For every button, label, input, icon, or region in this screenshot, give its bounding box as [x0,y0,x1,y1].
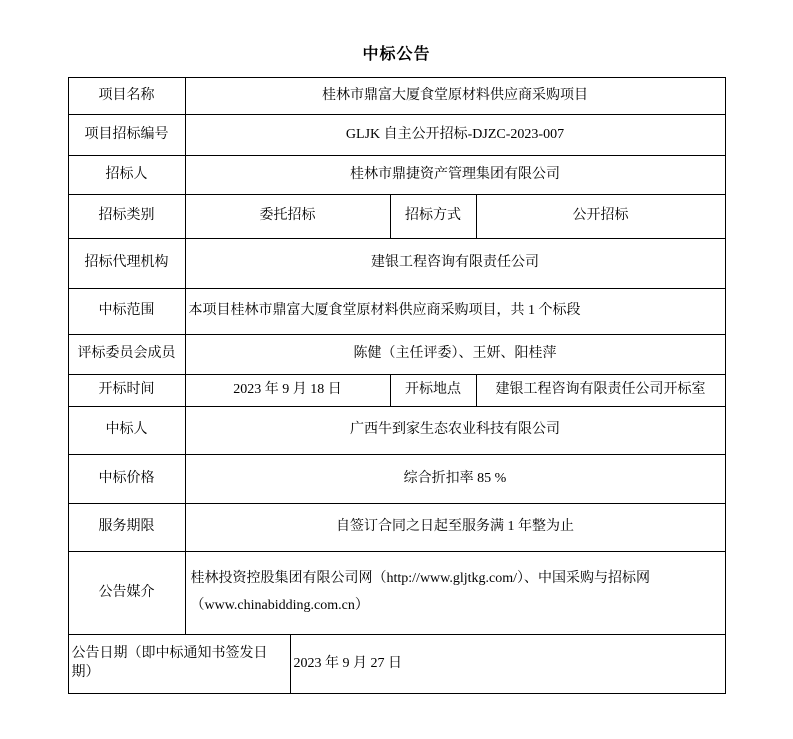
table-row [68,115,725,156]
winner-label: 中标人 [68,407,185,455]
announce-date-value: 2023 年 9 月 27 日 [290,635,725,694]
bid-opening-place-value: 建银工程咨询有限责任公司开标室 [476,375,725,407]
media-value [185,552,725,635]
bid-opening-time-value: 2023 年 9 月 18 日 [185,375,390,407]
table-row [68,289,725,335]
tender-category-value: 委托招标 [185,195,390,239]
price-value: 综合折扣率 85 % [185,455,725,504]
service-period-value: 自签订合同之日起至服务满 1 年整为止 [185,504,725,552]
tenderer-value: 桂林市鼎捷资产管理集团有限公司 [185,156,725,195]
tender-method-value: 公开招标 [476,195,725,239]
media-label: 公告媒介 [68,552,185,635]
service-period-label: 服务期限 [68,504,185,552]
tender-number-label: 项目招标编号 [68,115,185,156]
media-line-2: （www.chinabidding.com.cn） [190,598,369,613]
announce-date-label: 公告日期（即中标通知书签发日期） [68,635,290,694]
scope-label: 中标范围 [68,289,185,335]
project-name-label: 项目名称 [68,78,185,115]
table-row [68,78,725,115]
tender-method-label: 招标方式 [390,195,476,239]
winner-value: 广西牛到家生态农业科技有限公司 [185,407,725,455]
announcement-table [68,77,726,694]
bid-opening-place-label: 开标地点 [390,375,476,407]
scope-value: 本项目桂林市鼎富大厦食堂原材料供应商采购项目，共 1 个标段 [185,289,725,335]
table-row [68,407,725,455]
project-name-value: 桂林市鼎富大厦食堂原材料供应商采购项目 [185,78,725,115]
table-row [68,375,725,407]
tender-category-label: 招标类别 [68,195,185,239]
table-row [68,504,725,552]
media-line-1: 桂林投资控股集团有限公司网（http://www.gljtkg.com/）、中国采购与招标网 [190,571,651,587]
price-label: 中标价格 [68,455,185,504]
table-row [68,195,725,239]
bid-opening-time-label: 开标时间 [68,375,185,407]
table-row [68,635,725,694]
agency-label: 招标代理机构 [68,239,185,289]
committee-value: 陈健（主任评委）、王妍、阳桂萍 [185,335,725,375]
committee-label: 评标委员会成员 [68,335,185,375]
page-title: 中标公告 [362,46,431,63]
agency-value: 建银工程咨询有限责任公司 [185,239,725,289]
table-row [68,239,725,289]
table-row [68,552,725,635]
table-row [68,335,725,375]
table-row [68,455,725,504]
tender-number-value: GLJK 自主公开招标-DJZC-2023-007 [185,115,725,156]
tenderer-label: 招标人 [68,156,185,195]
table-row [68,156,725,195]
